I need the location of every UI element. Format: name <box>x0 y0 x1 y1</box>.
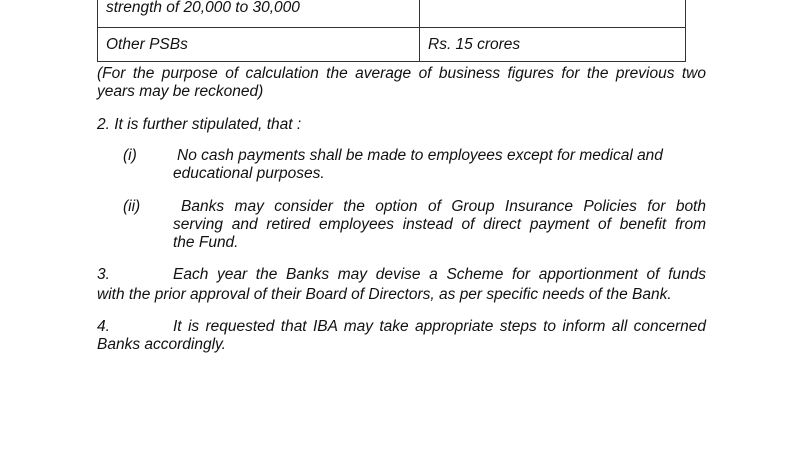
item-ii-line-2: serving and retired employees instead of direct payment of benefit from <box>173 216 706 233</box>
item-i-line-1: No cash payments shall be made to employees except for medical and <box>177 147 663 164</box>
item-i-numeral: (i) <box>123 147 137 164</box>
para2-heading: 2. It is further stipulated, that : <box>97 116 302 133</box>
item-ii-line-3: the Fund. <box>173 234 239 251</box>
note-line-1: (For the purpose of calculation the average of business figures for the previous two <box>97 65 706 82</box>
table-cell-label: strength of 20,000 to 30,000 <box>98 0 420 28</box>
item-i-line-2: educational purposes. <box>173 165 325 182</box>
para4-line-1: It is requested that IBA may take appropriate steps to inform all concerned <box>173 318 706 335</box>
table-row <box>98 0 686 28</box>
table-cell-label: Other PSBs <box>98 28 420 62</box>
table-cell-value <box>420 0 686 28</box>
para4-line-2: Banks accordingly. <box>97 336 226 353</box>
para3-number: 3. <box>97 266 110 283</box>
funding-table <box>97 0 686 62</box>
note-line-2: years may be reckoned) <box>97 83 264 100</box>
para4-number: 4. <box>97 318 110 335</box>
table-cell-value: Rs. 15 crores <box>420 28 686 62</box>
para3-line-2: with the prior approval of their Board of Directors, as per specific needs of the Bank. <box>97 286 672 303</box>
item-ii-line-1: Banks may consider the option of Group Insurance Policies for both <box>181 198 706 215</box>
table-row <box>98 28 686 62</box>
item-ii-numeral: (ii) <box>123 198 141 215</box>
para3-line-1: Each year the Banks may devise a Scheme for apportionment of funds <box>173 266 706 283</box>
